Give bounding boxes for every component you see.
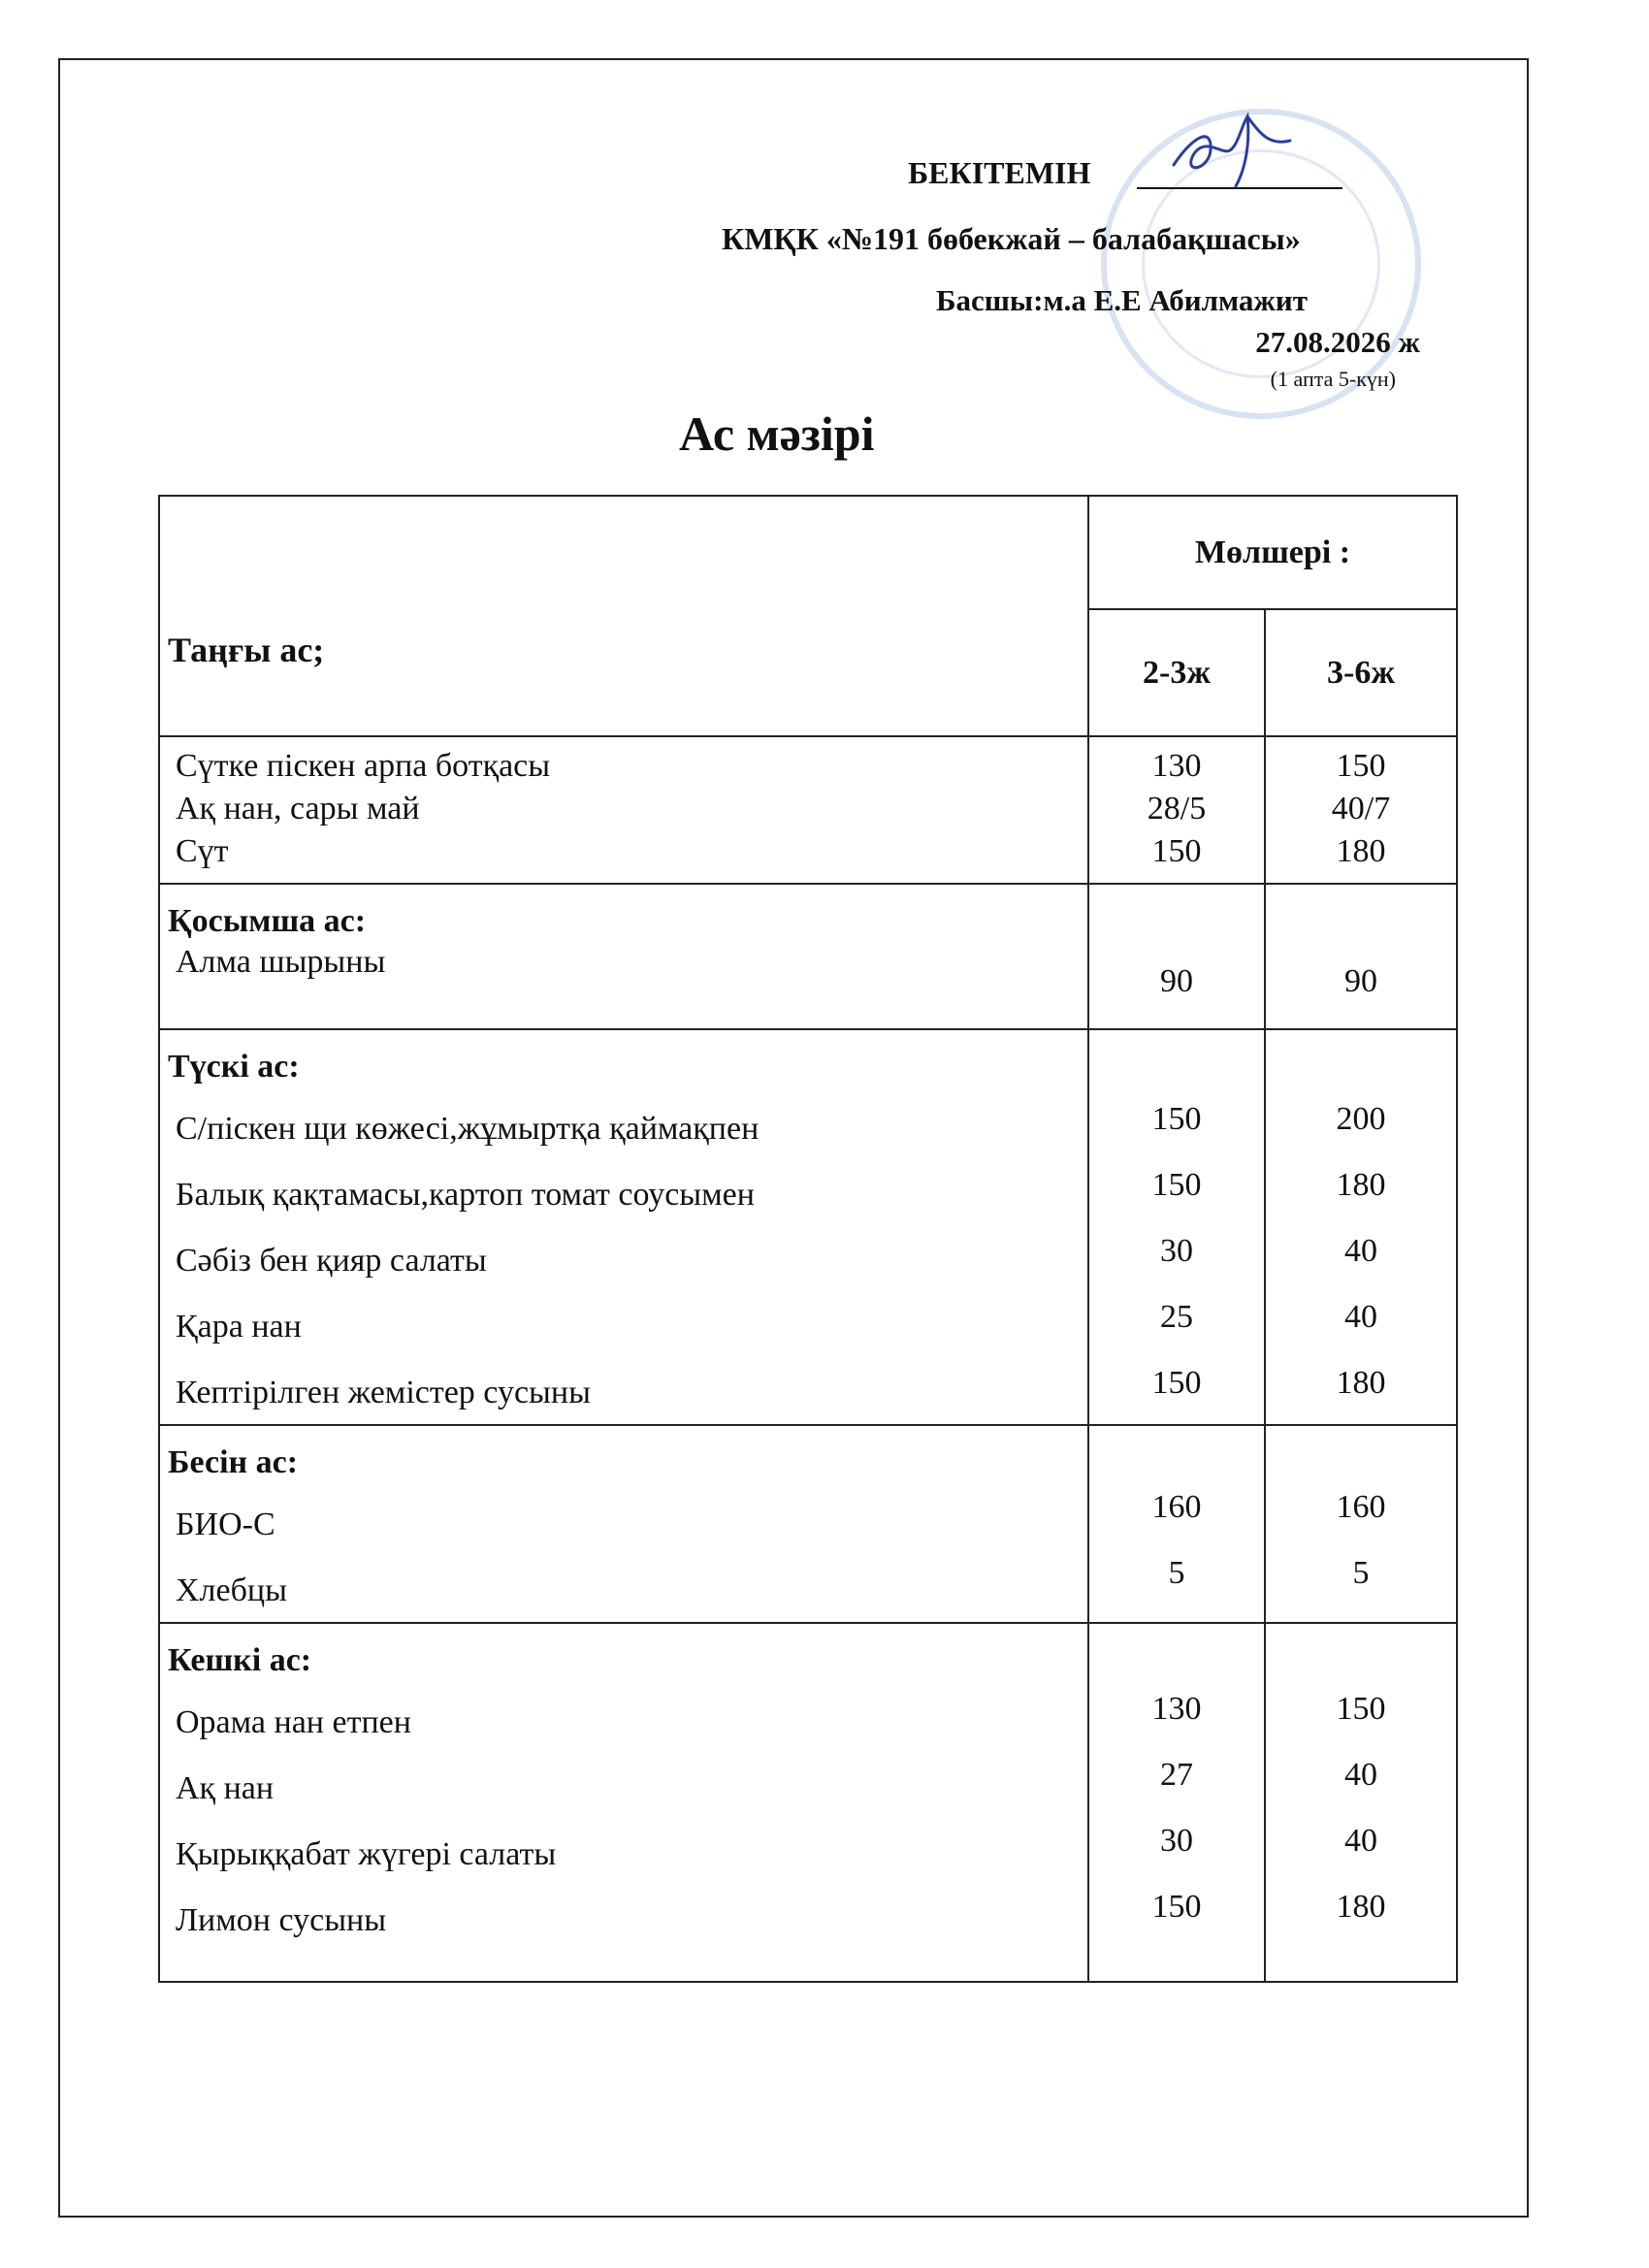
- age-group-2-3-header: 2-3ж: [1088, 609, 1265, 736]
- table-row: [159, 1623, 1457, 1982]
- qty-value: 27: [1160, 1757, 1193, 1793]
- dish-cell: [159, 1623, 1088, 1982]
- dish-name: Қырыққабат жүгері салаты: [176, 1836, 557, 1872]
- qty-value: 40: [1344, 1233, 1377, 1269]
- dish-name: БИО-С: [176, 1507, 275, 1542]
- qty-value: 90: [1344, 963, 1377, 999]
- qty-value: 40: [1344, 1299, 1377, 1335]
- meal-header: Таңғы ас;: [159, 496, 1088, 736]
- qty-value: 30: [1160, 1233, 1193, 1269]
- dish-name: Балық қақтамасы,картоп томат соусымен: [176, 1177, 755, 1213]
- dish-cell: [159, 1425, 1088, 1623]
- qty-3-6-cell: [1265, 884, 1457, 1029]
- qty-value: 200: [1336, 1101, 1386, 1137]
- dish-name: Лимон сусыны: [176, 1902, 387, 1938]
- qty-3-6-cell: [1265, 1029, 1457, 1425]
- qty-value: 90: [1160, 963, 1193, 999]
- qty-2-3-cell: [1088, 736, 1265, 884]
- organization-name: КМҚК «№191 бөбекжай – балабақшасы»: [722, 221, 1301, 256]
- qty-value: 25: [1160, 1299, 1193, 1335]
- dish-cell: [159, 1029, 1088, 1425]
- approve-label: БЕКІТЕМІН: [908, 155, 1091, 190]
- qty-value: 180: [1336, 1365, 1386, 1401]
- qty-value: 30: [1160, 1823, 1193, 1859]
- dish-name: Хлебцы: [176, 1572, 287, 1608]
- qty-value: 130: [1151, 748, 1202, 784]
- dish-name: Ақ нан: [176, 1770, 275, 1806]
- section-title: Түскі ас:: [168, 1049, 300, 1085]
- dish-name: С/піскен щи көжесі,жұмыртқа қаймақпен: [176, 1111, 760, 1147]
- dish-name: Қара нан: [176, 1309, 302, 1345]
- qty-value: 180: [1336, 1889, 1386, 1925]
- qty-value: 28/5: [1147, 791, 1207, 826]
- age-group-3-6-header: 3-6ж: [1265, 609, 1457, 736]
- qty-2-3-cell: [1088, 1029, 1265, 1425]
- qty-value: 5: [1352, 1555, 1370, 1591]
- page-title: Ас мәзірі: [679, 406, 875, 461]
- qty-2-3-cell: [1088, 884, 1265, 1029]
- qty-value: 150: [1151, 1101, 1202, 1137]
- dish-name: Орама нан етпен: [176, 1704, 411, 1740]
- table-row: [159, 736, 1457, 884]
- qty-value: 130: [1151, 1691, 1202, 1727]
- quantity-header: Мөлшері :: [1088, 496, 1457, 609]
- qty-value: 150: [1151, 1167, 1202, 1203]
- qty-value: 5: [1168, 1555, 1185, 1591]
- qty-value: 180: [1336, 833, 1386, 869]
- qty-value: 150: [1336, 748, 1386, 784]
- section-title: Бесін ас:: [168, 1444, 299, 1480]
- document-date: 27.08.2026 ж: [1255, 325, 1420, 359]
- qty-2-3-cell: [1088, 1623, 1265, 1982]
- qty-value: 150: [1336, 1691, 1386, 1727]
- dish-name: Сүтке піскен арпа ботқасы: [176, 748, 551, 784]
- dish-name: Ақ нан, сары май: [176, 791, 420, 826]
- dish-cell: [159, 736, 1088, 884]
- qty-value: 150: [1151, 1365, 1202, 1401]
- qty-3-6-cell: [1265, 1425, 1457, 1623]
- qty-value: 160: [1151, 1489, 1202, 1525]
- qty-value: 160: [1336, 1489, 1386, 1525]
- qty-value: 180: [1336, 1167, 1386, 1203]
- section-title: Қосымша ас:: [168, 903, 367, 939]
- dish-cell: [159, 884, 1088, 1029]
- qty-value: 150: [1151, 833, 1202, 869]
- dish-name: Алма шырыны: [176, 944, 386, 980]
- qty-value: 40: [1344, 1757, 1377, 1793]
- table-header-row: [159, 496, 1457, 609]
- qty-3-6-cell: [1265, 1623, 1457, 1982]
- dish-name: Кептірілген жемістер сусыны: [176, 1375, 591, 1410]
- week-day-note: (1 апта 5-күн): [1270, 367, 1396, 391]
- qty-value: 40/7: [1331, 791, 1391, 826]
- signature-icon: [1154, 97, 1300, 194]
- dish-name: Сәбіз бен қияр салаты: [176, 1243, 487, 1279]
- qty-2-3-cell: [1088, 1425, 1265, 1623]
- head-name: Басшы:м.а Е.Е Абилмажит: [936, 283, 1308, 317]
- menu-table: [158, 495, 1458, 1983]
- table-row: [159, 884, 1457, 1029]
- qty-value: 40: [1344, 1823, 1377, 1859]
- section-title: Кешкі ас:: [168, 1642, 312, 1678]
- qty-3-6-cell: [1265, 736, 1457, 884]
- dish-name: Сүт: [176, 833, 229, 869]
- qty-value: 150: [1151, 1889, 1202, 1925]
- table-row: [159, 1029, 1457, 1425]
- table-row: [159, 1425, 1457, 1623]
